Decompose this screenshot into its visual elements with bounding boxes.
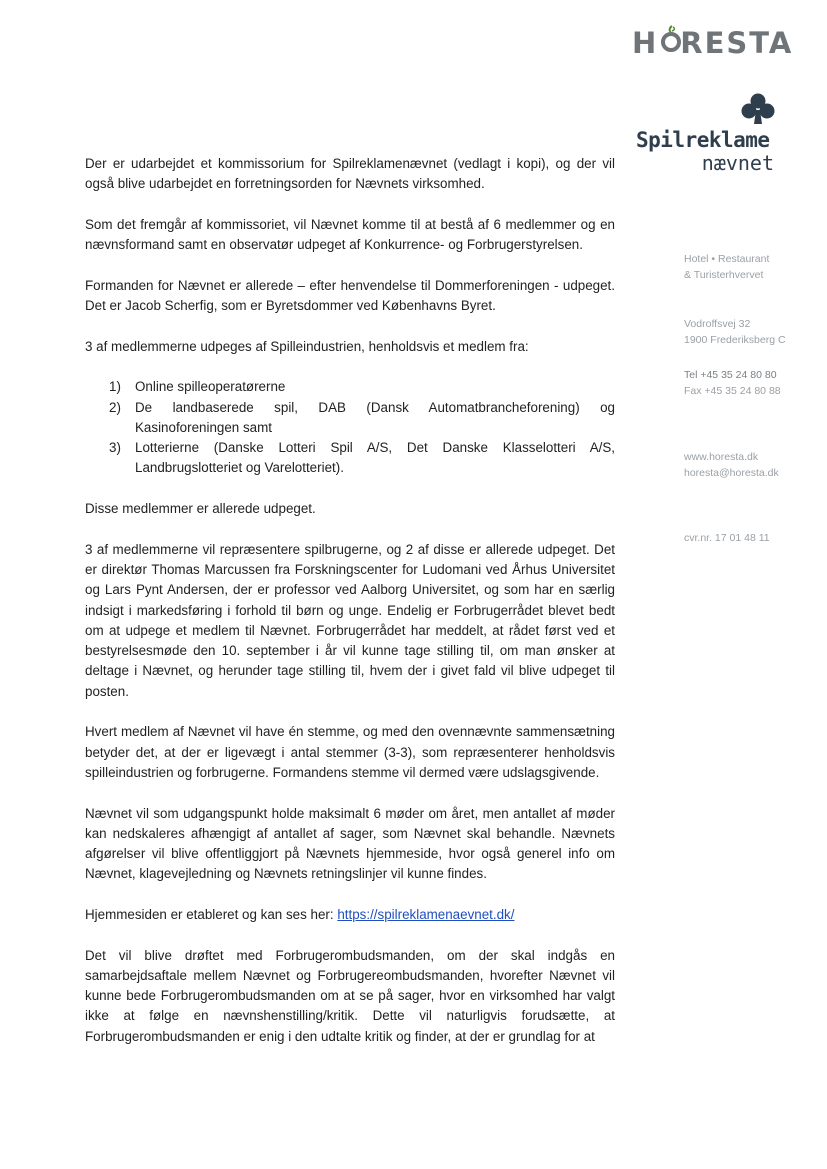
phone-number: Tel +45 35 24 80 80 [684,369,777,381]
paragraph-9 [85,905,615,925]
sidebar-cvr [684,530,814,546]
tagline-line-2: & Turisterhvervet [684,269,764,281]
paragraph-6: 3 af medlemmerne vil repræsentere spilbrugerne, og 2 af disse er allerede udpeget. Det er direktør Thomas Marcussen fra Forskningscenter for Ludomani ved Århus Universitet og Lars Pynt Andersen, der er professor ved Aalborg Universitet, og som har en særlig indsigt i markedsføring i forhold til børn og unge. Endelig er Forbrugerrådet blevet bedt om at udpege et medlem til Nævnet. Forbrugerrådet har meddelt, at rådet først ved et bestyrelsesmøde den 10. september i år vil kunne tage stilling til, om man ønsker at deltage i Nævnet, og herunder tage stilling til, hvem der i givet fald vil blive udpeget til posten. [85,541,615,699]
list-number: 2) [109,399,121,415]
paragraph-7: Hvert medlem af Nævnet vil have én stemme, og med den ovennævnte sammensætning betyder det, at der er ligevægt i antal stemmer (3-3), som repræsenterer henholdsvis spilleindustrien og forbrugerne. Formandens stemme vil dermed være udslagsgivende. [85,724,615,780]
paragraph-5: Disse medlemmer er allerede udpeget. [85,501,316,517]
brand-line-2: nævnet [701,151,774,175]
paragraph-4: 3 af medlemmerne udpeges af Spilleindustrien, henholdsvis et medlem fra: [85,338,529,354]
letter-body [85,154,615,1067]
website: www.horesta.dk [684,451,759,463]
website-link[interactable]: https://spilreklamenaevnet.dk/ [337,906,515,922]
website-intro: Hjemmesiden er etableret og kan ses her: [85,906,338,922]
list-text: De landbaserede spil, DAB (Dansk Automatbrancheforening) og Kasinoforeningen samt [135,399,615,435]
sidebar-phone [684,367,814,399]
email: horesta@horesta.dk [684,467,779,479]
horesta-wordmark: H RESTA [632,26,794,60]
list-text: Online spilleoperatørerne [135,379,286,395]
sidebar-address [684,316,814,348]
cvr-number: cvr.nr. 17 01 48 11 [684,532,770,544]
list-item [85,398,615,439]
tagline-line-1: Hotel • Restaurant [684,253,770,265]
fax-number: Fax +45 35 24 80 88 [684,385,781,397]
spilreklamenaevnet-logo [636,128,786,174]
paragraph-3: Formanden for Nævnet er allerede – efter henvendelse til Dommerforeningen - udpeget. Det er Jacob Scherfig, som er Byretsdommer ved Københavns Byret. [85,277,615,314]
list-number: 3) [109,440,121,456]
brand-line-1: Spilreklame [636,128,770,152]
address-street: Vodroffsvej 32 [684,318,751,330]
list-item [85,377,615,397]
address-city: 1900 Frederiksberg C [684,334,786,346]
paragraph-2: Som det fremgår af kommissoriet, vil Nævnet komme til at bestå af 6 medlemmer og en nævnsformand samt en observatør udpeget af Konkurrence- og Forbrugerstyrelsen. [85,216,615,253]
member-list [85,377,615,478]
horesta-o-icon [660,24,682,52]
list-text: Lotterierne (Danske Lotteri Spil A/S, Det Danske Klasselotteri A/S, Landbrugslotteriet og Varelotteriet). [135,440,615,476]
club-suit-icon [740,92,776,126]
list-item [85,438,615,479]
paragraph-8: Nævnet vil som udgangspunkt holde maksimalt 6 møder om året, men antallet af møder kan nedskaleres afhængigt af antallet af sager, som Nævnet skal behandle. Nævnets afgørelser vil blive offentliggjort på Nævnets hjemmeside, hvor også generel info om Nævnet, klagevejledning og Nævnets retningslinjer vil kunne findes. [85,805,615,882]
horesta-logo [632,24,792,64]
paragraph-1: Der er udarbejdet et kommissorium for Spilreklamenævnet (vedlagt i kopi), og der vil også blive udarbejdet en forretningsorden for Nævnets virksomhed. [85,156,615,192]
paragraph-10: Det vil blive drøftet med Forbrugerombudsmanden, om der skal indgås en samarbejdsaftale mellem Nævnet og Forbrugereombudsmanden, hvorefter Nævnet vil kunne bede Forbrugerombudsmanden om at se på sager, hvor en virksomhed har valgt ikke at følge en nævnshenstilling/kritik. Dette vil naturligvis forudsætte, at Forbrugerombudsmanden er enig i den udtalte kritik og finder, at der er grundlag for at [85,947,615,1044]
sidebar-tagline [684,251,814,283]
sidebar-web [684,449,814,481]
list-number: 1) [109,379,121,395]
